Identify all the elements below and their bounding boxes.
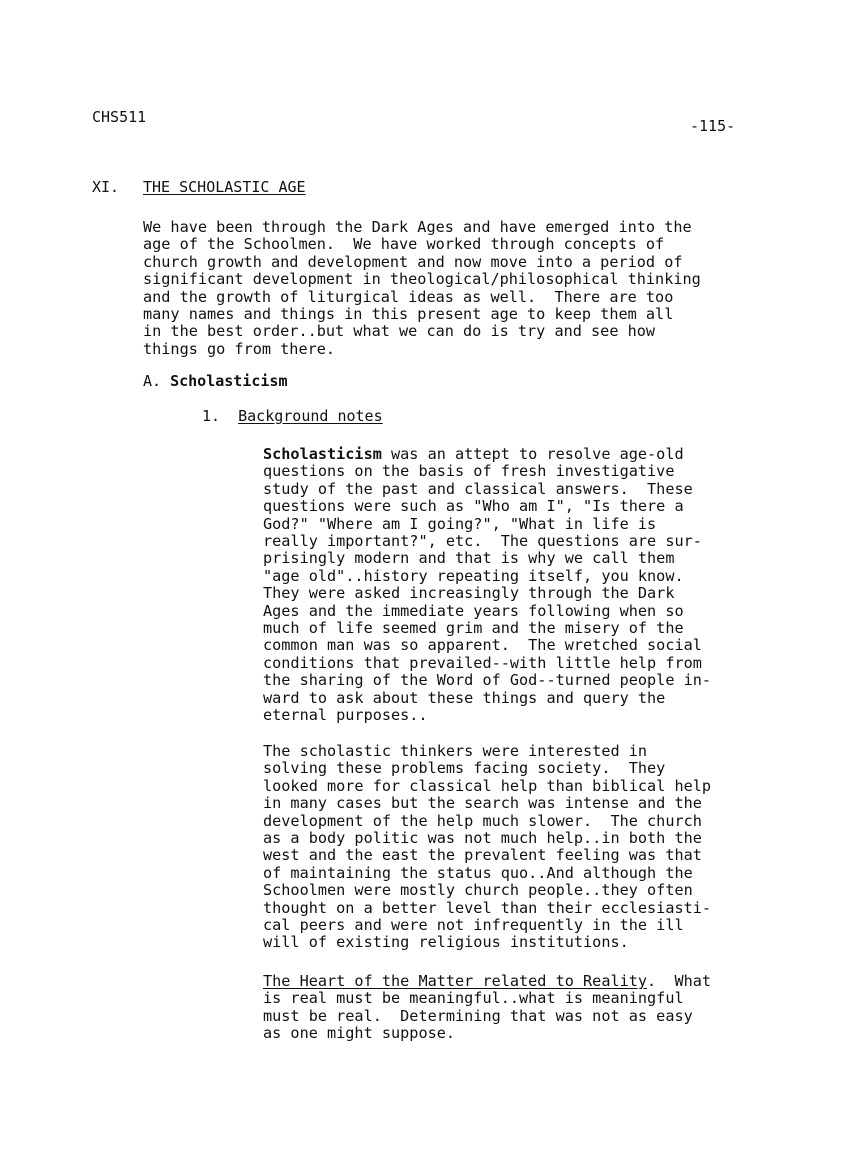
- text-line: in many cases but the search was intense and the: [263, 794, 702, 813]
- text-line: west and the east the prevalent feeling was that: [263, 846, 702, 865]
- intro-paragraph: [143, 219, 701, 358]
- text-line: will of existing religious institutions.: [263, 933, 629, 952]
- subsection-a-heading: [143, 372, 288, 390]
- page-number: -115-: [690, 117, 736, 135]
- text-line: [263, 446, 711, 463]
- text-line: We have been through the Dark Ages and have emerged into the: [143, 218, 692, 236]
- text-line: church growth and development and now move into a period of: [143, 252, 683, 271]
- text-line: conditions that prevailed--with little help from: [263, 653, 702, 672]
- text-line: much of life seemed grim and the misery of the: [263, 619, 684, 638]
- paragraph-scholasticism: [263, 446, 711, 725]
- text-line: of maintaining the status quo..And although the: [263, 863, 693, 882]
- text-line: the sharing of the Word of God--turned people in-: [263, 671, 712, 690]
- section-numeral: XI.: [92, 178, 120, 196]
- text-line: prisingly modern and that is why we call them: [263, 549, 675, 568]
- text-line: Schoolmen were mostly church people..they often: [263, 881, 693, 900]
- text-line: things go from there.: [143, 339, 336, 358]
- text-line: eternal purposes..: [263, 706, 428, 725]
- text-line: development of the help much slower. The church: [263, 811, 702, 830]
- subsection-1-heading: [202, 407, 383, 425]
- text-line: questions on the basis of fresh investigative: [263, 462, 675, 481]
- text-line: age of the Schoolmen. We have worked through concepts of: [143, 235, 665, 254]
- text-line: common man was so apparent. The wretched social: [263, 636, 702, 655]
- text-line: thought on a better level than their ecclesiasti-: [263, 898, 712, 917]
- text-line: as a body politic was not much help..in both the: [263, 829, 702, 848]
- text-line: "age old"..history repeating itself, you know.: [263, 566, 684, 585]
- subsection-a-label: A.: [143, 372, 162, 390]
- text-line: as one might suppose.: [263, 1024, 456, 1043]
- lead-term: Scholasticism: [263, 445, 382, 463]
- first-line-rest: . What: [647, 972, 712, 990]
- text-line: ward to ask about these things and query the: [263, 688, 666, 707]
- subsection-1-title: Background notes: [238, 407, 383, 425]
- text-line: [263, 973, 711, 990]
- text-line: They were asked increasingly through the Dark: [263, 584, 675, 603]
- text-line: cal peers and were not infrequently in the ill: [263, 916, 684, 935]
- text-line: God?" "Where am I going?", "What in life is: [263, 514, 657, 533]
- text-line: really important?", etc. The questions are sur-: [263, 532, 702, 551]
- subsection-a-title: Scholasticism: [170, 372, 288, 390]
- text-line: many names and things in this present age to keep them all: [143, 305, 674, 324]
- text-line: significant development in theological/philosophical thinking: [143, 270, 701, 289]
- text-line: study of the past and classical answers. These: [263, 479, 693, 498]
- first-line-rest: was an attept to resolve age-old: [381, 445, 684, 463]
- section-title: THE SCHOLASTIC AGE: [143, 178, 306, 196]
- text-line: and the growth of liturgical ideas as well. There are too: [143, 287, 674, 306]
- text-line: must be real. Determining that was not as easy: [263, 1006, 693, 1025]
- paragraph-heading: The Heart of the Matter related to Reality: [263, 972, 648, 990]
- text-line: solving these problems facing society. They: [263, 759, 666, 778]
- text-line: is real must be meaningful..what is meaningful: [263, 989, 684, 1008]
- text-line: looked more for classical help than biblical help: [263, 776, 712, 795]
- text-line: The scholastic thinkers were interested in: [263, 742, 648, 760]
- text-line: Ages and the immediate years following when so: [263, 601, 684, 620]
- subsection-1-label: 1.: [202, 407, 221, 425]
- text-line: in the best order..but what we can do is try and see how: [143, 322, 656, 341]
- paragraph-heart-of-matter: [263, 973, 711, 1043]
- course-code: CHS511: [92, 108, 147, 126]
- text-line: questions were such as "Who am I", "Is there a: [263, 497, 684, 516]
- paragraph-scholastic-thinkers: [263, 743, 711, 952]
